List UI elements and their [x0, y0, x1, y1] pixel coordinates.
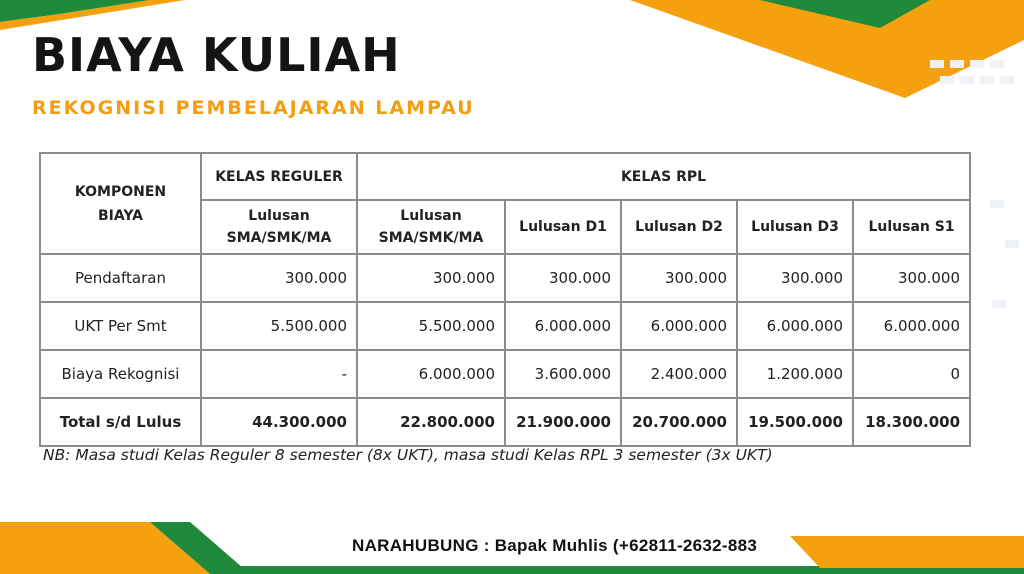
page-subtitle: REKOGNISI PEMBELAJARAN LAMPAU [32, 97, 475, 119]
table-cell: 300.000 [621, 254, 737, 302]
subheader-rpl-sma [357, 200, 505, 254]
table-cell: 5.500.000 [357, 302, 505, 350]
subheader-line2: SMA/SMK/MA [378, 230, 484, 246]
table-cell: 300.000 [737, 254, 853, 302]
top-left-green-stripe [0, 0, 150, 22]
table-cell: 1.200.000 [737, 350, 853, 398]
table-cell: 6.000.000 [505, 302, 621, 350]
table-cell: 2.400.000 [621, 350, 737, 398]
page-title: BIAYA KULIAH [32, 28, 401, 82]
subheader-line1: Lulusan [400, 208, 462, 224]
table-row [40, 350, 970, 398]
komponen-header [40, 153, 201, 254]
table-cell: 300.000 [505, 254, 621, 302]
subheader-d3: Lulusan D3 [737, 200, 853, 254]
footnote: NB: Masa studi Kelas Reguler 8 semester (8x UKT), masa studi Kelas RPL 3 semester (3x UKT) [43, 446, 773, 464]
subheader-reguler-sma [201, 200, 357, 254]
komponen-header-line2: BIAYA [97, 207, 143, 224]
table-cell: 6.000.000 [737, 302, 853, 350]
row-label: Pendaftaran [40, 254, 201, 302]
komponen-header-line1: KOMPONEN [74, 183, 167, 200]
table-cell: 3.600.000 [505, 350, 621, 398]
table-cell: - [201, 350, 357, 398]
total-cell: 18.300.000 [853, 398, 970, 446]
subheader-line2: SMA/SMK/MA [226, 230, 332, 246]
table-cell: 0 [853, 350, 970, 398]
kelas-reguler-header: KELAS REGULER [201, 153, 357, 200]
table-header-row [40, 153, 970, 200]
table-cell: 300.000 [853, 254, 970, 302]
table-row [40, 254, 970, 302]
table-cell: 6.000.000 [357, 350, 505, 398]
fee-table-panel [30, 136, 986, 474]
subheader-d2: Lulusan D2 [621, 200, 737, 254]
total-cell: 20.700.000 [621, 398, 737, 446]
total-label: Total s/d Lulus [40, 398, 201, 446]
table-cell: 6.000.000 [621, 302, 737, 350]
row-label: Biaya Rekognisi [40, 350, 201, 398]
total-cell: 21.900.000 [505, 398, 621, 446]
total-cell: 22.800.000 [357, 398, 505, 446]
total-cell: 19.500.000 [737, 398, 853, 446]
table-cell: 300.000 [357, 254, 505, 302]
total-cell: 44.300.000 [201, 398, 357, 446]
table-total-row [40, 398, 970, 446]
table-cell: 300.000 [201, 254, 357, 302]
row-label: UKT Per Smt [40, 302, 201, 350]
table-row [40, 302, 970, 350]
bottom-right-orange-shape [790, 536, 1024, 568]
fee-table [39, 152, 971, 447]
kelas-rpl-header: KELAS RPL [357, 153, 970, 200]
subheader-s1: Lulusan S1 [853, 200, 970, 254]
table-cell: 6.000.000 [853, 302, 970, 350]
subheader-d1: Lulusan D1 [505, 200, 621, 254]
table-cell: 5.500.000 [201, 302, 357, 350]
contact-info: NARAHUBUNG : Bapak Muhlis (+62811-2632-883 [352, 536, 758, 555]
subheader-line1: Lulusan [248, 208, 310, 224]
